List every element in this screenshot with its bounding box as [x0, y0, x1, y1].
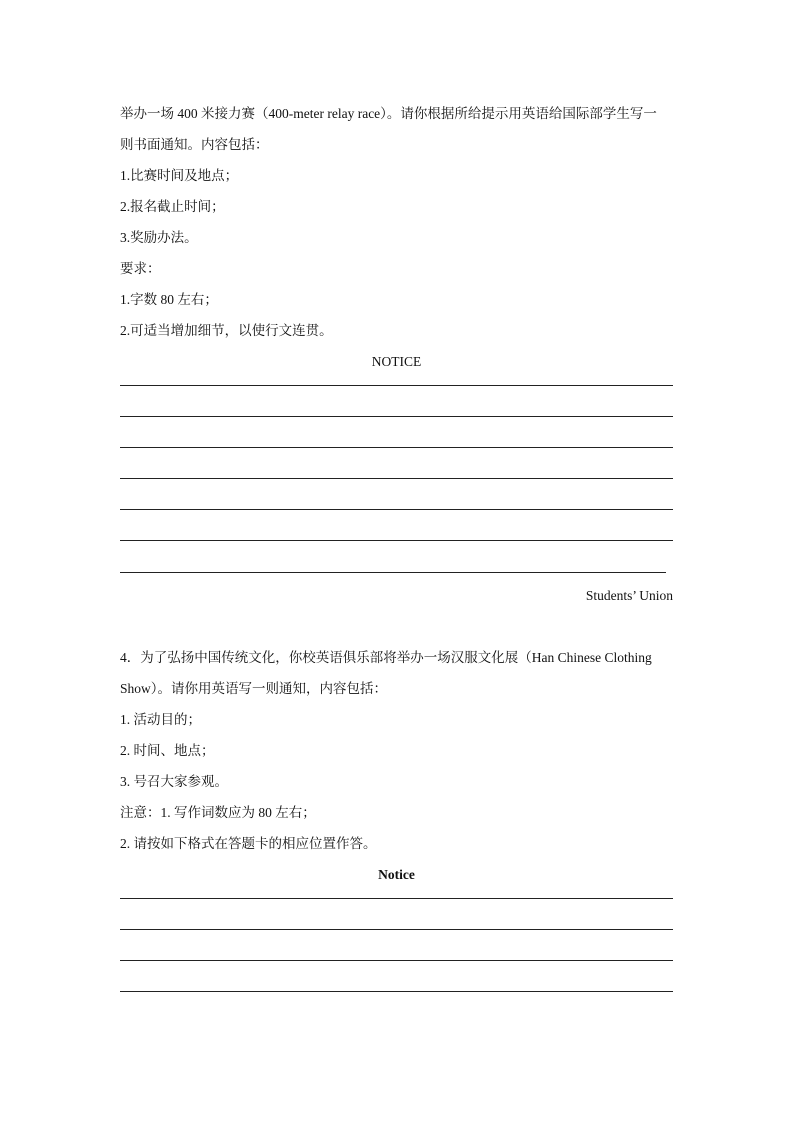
task3-item-1: 1.比赛时间及地点；	[120, 168, 239, 183]
answer-line	[120, 385, 673, 386]
task4-intro-line-1: 4．为了弘扬中国传统文化，你校英语俱乐部将举办一场汉服文化展（Han Chinese Clothing	[120, 650, 652, 665]
task3-requirements-label: 要求：	[120, 261, 161, 276]
task3-requirement-2: 2.可适当增加细节，以使行文连贯。	[120, 323, 333, 338]
answer-line	[120, 416, 673, 417]
task4-item-3: 3. 号召大家参观。	[120, 774, 228, 789]
task3-notice-heading: NOTICE	[371, 354, 422, 369]
task4-notice-heading: Notice	[378, 867, 415, 882]
answer-line	[120, 960, 673, 961]
task4-note-line-2: 2. 请按如下格式在答题卡的相应位置作答。	[120, 836, 377, 851]
task3-intro-line-1: 举办一场 400 米接力赛（400-meter relay race）。请你根据所给提示用英语给国际部学生写一	[120, 106, 657, 121]
task3-signature: Students’ Union	[585, 588, 673, 603]
task4-item-2: 2. 时间、地点；	[120, 743, 215, 758]
answer-line	[120, 478, 673, 479]
answer-line	[120, 898, 673, 899]
task3-requirement-1: 1.字数 80 左右；	[120, 292, 218, 307]
task4-note-line-1: 注意：1. 写作词数应为 80 左右；	[120, 805, 316, 820]
answer-line	[120, 540, 673, 541]
task4-item-1: 1. 活动目的；	[120, 712, 201, 727]
answer-line	[120, 572, 666, 573]
document-page	[120, 98, 673, 1000]
task4-answer-lines	[120, 890, 673, 1000]
task3-item-3: 3.奖励办法。	[120, 230, 198, 245]
answer-line	[120, 929, 673, 930]
task4-intro-line-2: Show）。请你用英语写一则通知，内容包括：	[120, 681, 388, 696]
answer-line	[120, 509, 673, 510]
answer-line	[120, 991, 673, 992]
task3-item-2: 2.报名截止时间；	[120, 199, 225, 214]
task3-answer-lines	[120, 377, 673, 570]
answer-line	[120, 447, 673, 448]
task3-intro-line-2: 则书面通知。内容包括：	[120, 137, 269, 152]
